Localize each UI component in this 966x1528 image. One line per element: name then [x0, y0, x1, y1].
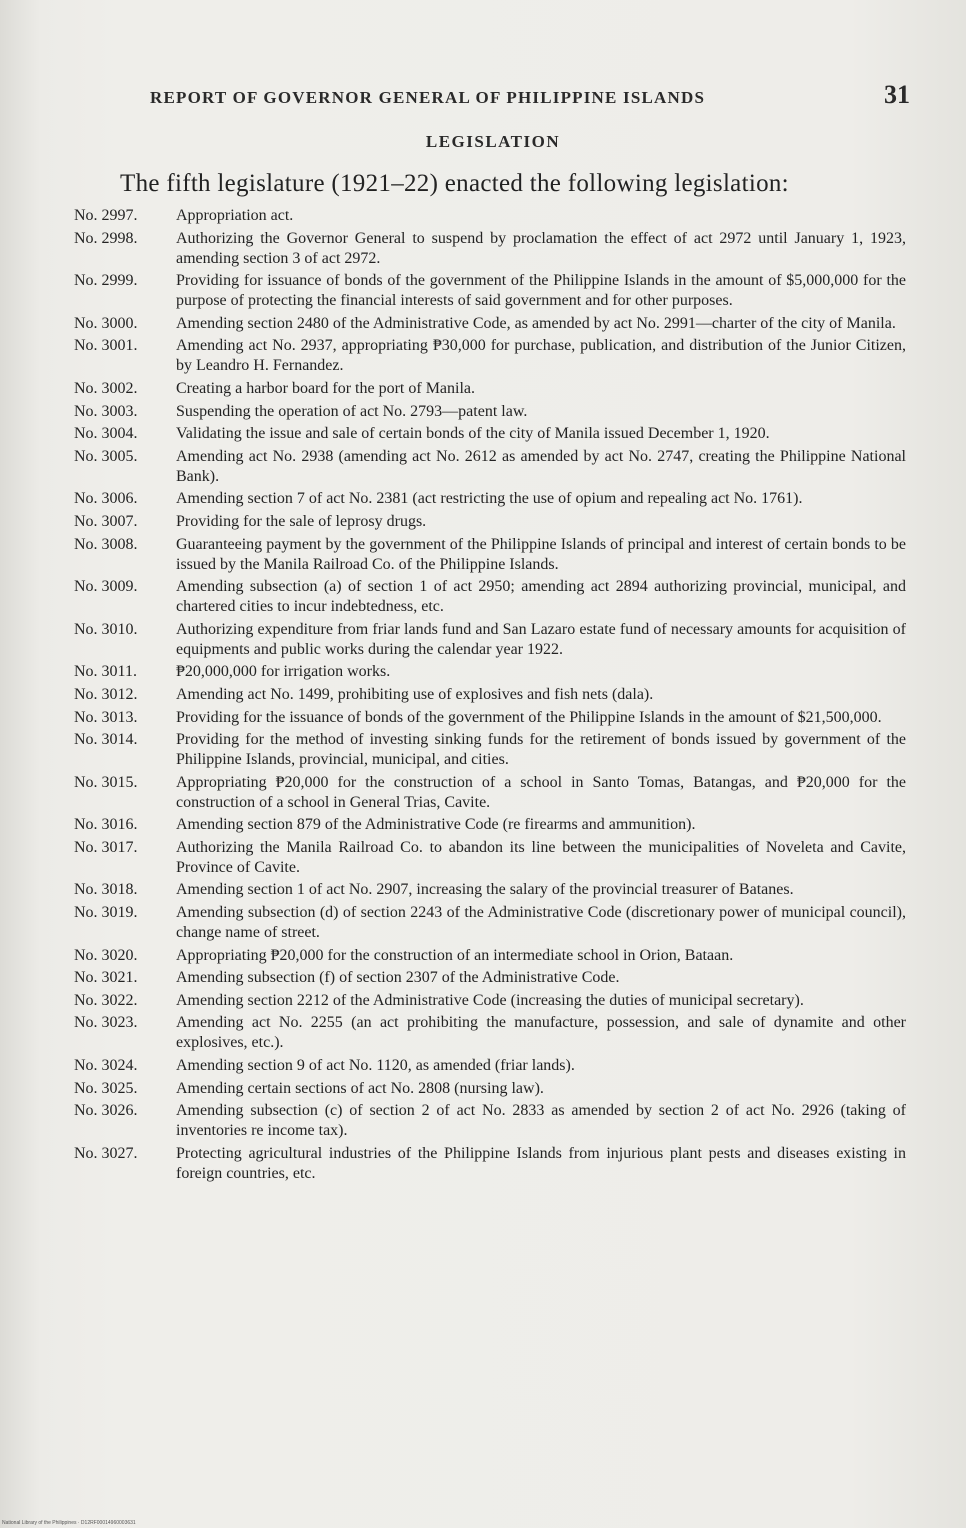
- act-number: No. 3007.: [74, 512, 138, 530]
- act-entry: [74, 620, 906, 660]
- act-entry: [74, 815, 906, 835]
- act-entry: [74, 314, 906, 334]
- act-entry: [74, 968, 906, 988]
- act-description: Appropriating ₱20,000 for the construction of a school in Santo Tomas, Batangas, and ₱20,000 for the construction of a school in General Trias, Cavite.: [176, 773, 906, 811]
- act-number: No. 3008.: [74, 535, 138, 553]
- act-entry: [74, 402, 906, 422]
- act-entry: [74, 489, 906, 509]
- intro-sentence: The fifth legislature (1921–22) enacted the following legislation:: [120, 170, 789, 197]
- act-description: ₱20,000,000 for irrigation works.: [176, 663, 391, 681]
- act-number: No. 3016.: [74, 816, 138, 834]
- act-description: Amending subsection (d) of section 2243 of the Administrative Code (discretionary power of municipal council), change name of street.: [176, 904, 906, 942]
- act-number: No. 3023.: [74, 1014, 138, 1032]
- act-number: No. 3014.: [74, 731, 138, 749]
- act-number: No. 2997.: [74, 207, 138, 224]
- act-description: Amending subsection (f) of section 2307 of the Administrative Code.: [176, 969, 620, 987]
- act-number: No. 2998.: [74, 229, 138, 247]
- act-number: No. 3011.: [74, 663, 137, 681]
- act-number: No. 3000.: [74, 314, 138, 332]
- act-entry: [74, 685, 906, 705]
- act-description: Amending subsection (c) of section 2 of act No. 2833 as amended by section 2 of act No. 2926 (taking of inventories re income tax).: [176, 1102, 906, 1140]
- act-description: Amending act No. 2938 (amending act No. 2612 as amended by act No. 2747, creating the Philippine National Bank).: [176, 447, 906, 485]
- act-description: Providing for issuance of bonds of the government of the Philippine Islands in the amount of $5,000,000 for the purpose of protecting the financial interests of said government and for other purposes.: [176, 272, 906, 310]
- acts-list: [74, 206, 906, 1186]
- act-entry: [74, 730, 906, 770]
- act-number: No. 3025.: [74, 1079, 138, 1097]
- act-description: Validating the issue and sale of certain bonds of the city of Manila issued December 1, 1920.: [176, 425, 770, 443]
- act-number: No. 3005.: [74, 447, 138, 465]
- act-number: No. 3009.: [74, 578, 138, 596]
- page-number: 31: [884, 80, 910, 109]
- act-description: Authorizing expenditure from friar lands fund and San Lazaro estate fund of necessary amounts for acquisition of equipments and public works during the calendar year 1922.: [176, 620, 906, 658]
- act-entry: [74, 1013, 906, 1053]
- act-description: Suspending the operation of act No. 2793—patent law.: [176, 402, 528, 420]
- act-description: Creating a harbor board for the port of Manila.: [176, 379, 476, 397]
- act-number: No. 3024.: [74, 1057, 138, 1075]
- act-entry: [74, 379, 906, 399]
- act-number: No. 3015.: [74, 773, 138, 791]
- act-number: No. 3018.: [74, 881, 138, 899]
- act-number: No. 3002.: [74, 379, 138, 397]
- act-description: Amending section 1 of act No. 2907, increasing the salary of the provincial treasurer of Batanes.: [176, 881, 794, 899]
- act-number: No. 3017.: [74, 838, 138, 856]
- act-number: No. 3022.: [74, 991, 138, 1009]
- act-number: No. 3019.: [74, 904, 138, 922]
- running-head-title: REPORT OF GOVERNOR GENERAL OF PHILIPPINE ISLANDS: [150, 88, 706, 107]
- act-entry: [74, 1056, 906, 1076]
- act-description: Amending section 9 of act No. 1120, as amended (friar lands).: [176, 1057, 575, 1075]
- act-description: Amending act No. 2255 (an act prohibiting the manufacture, possession, and sale of dynamite and other explosives, etc.).: [176, 1014, 906, 1052]
- footer-credit: National Library of the Philippines · D12RF00014960003631: [2, 1520, 136, 1526]
- act-number: No. 3003.: [74, 402, 138, 420]
- act-entry: [74, 1101, 906, 1141]
- act-number: No. 3010.: [74, 620, 138, 638]
- act-entry: [74, 708, 906, 728]
- act-number: No. 2999.: [74, 272, 138, 290]
- act-entry: [74, 229, 906, 269]
- act-number: No. 3001.: [74, 337, 138, 355]
- act-entry: [74, 512, 906, 532]
- act-entry: [74, 773, 906, 813]
- act-entry: [74, 271, 906, 311]
- act-number: No. 3006.: [74, 490, 138, 508]
- act-description: Amending certain sections of act No. 2808 (nursing law).: [176, 1079, 544, 1097]
- act-entry: [74, 662, 906, 682]
- act-entry: [74, 991, 906, 1011]
- act-description: Authorizing the Governor General to suspend by proclamation the effect of act 2972 until January 1, 1923, amending section 3 of act 2972.: [176, 229, 906, 267]
- act-entry: [74, 880, 906, 900]
- act-description: Authorizing the Manila Railroad Co. to abandon its line between the municipalities of Noveleta and Cavite, Province of Cavite.: [176, 838, 906, 876]
- act-number: No. 3026.: [74, 1102, 138, 1120]
- act-entry: [74, 336, 906, 376]
- act-entry: [74, 206, 906, 226]
- act-description: Providing for the issuance of bonds of the government of the Philippine Islands in the amount of $21,500,000.: [176, 708, 882, 726]
- act-description: Amending act No. 2937, appropriating ₱30,000 for purchase, publication, and distribution of the Junior Citizen, by Leandro H. Fernandez.: [176, 337, 906, 375]
- act-description: Protecting agricultural industries of the Philippine Islands from injurious plant pests and diseases existing in foreign countries, etc.: [176, 1144, 906, 1182]
- act-entry: [74, 1079, 906, 1099]
- act-number: No. 3012.: [74, 685, 138, 703]
- act-description: Amending section 2212 of the Administrative Code (increasing the duties of municipal secretary).: [176, 991, 804, 1009]
- act-number: No. 3013.: [74, 708, 138, 726]
- act-number: No. 3020.: [74, 946, 138, 964]
- act-description: Amending section 879 of the Administrative Code (re firearms and ammunition).: [176, 816, 696, 834]
- act-description: Guaranteeing payment by the government of the Philippine Islands of principal and interest of certain bonds to be issued by the Manila Railroad Co. of the Philippine Islands.: [176, 535, 906, 573]
- act-description: Providing for the sale of leprosy drugs.: [176, 512, 427, 530]
- act-description: Amending subsection (a) of section 1 of act 2950; amending act 2894 authorizing provincial, municipal, and chartered cities to incur indebtedness, etc.: [176, 578, 906, 616]
- act-number: No. 3027.: [74, 1144, 138, 1162]
- act-number: No. 3021.: [74, 969, 138, 987]
- act-description: Providing for the method of investing sinking funds for the retirement of bonds issued by government of the Philippine Islands, provincial, municipal, and cities.: [176, 731, 906, 769]
- section-title: LEGISLATION: [425, 132, 561, 151]
- act-description: Amending section 2480 of the Administrative Code, as amended by act No. 2991—charter of the city of Manila.: [176, 314, 896, 332]
- act-entry: [74, 447, 906, 487]
- act-entry: [74, 424, 906, 444]
- act-number: No. 3004.: [74, 425, 138, 443]
- act-description: Appropriation act.: [176, 207, 294, 224]
- act-entry: [74, 1144, 906, 1184]
- act-entry: [74, 903, 906, 943]
- running-head: [150, 80, 910, 110]
- act-entry: [74, 535, 906, 575]
- act-description: Amending section 7 of act No. 2381 (act restricting the use of opium and repealing act No. 1761).: [176, 490, 803, 508]
- act-description: Amending act No. 1499, prohibiting use of explosives and fish nets (dala).: [176, 685, 654, 703]
- act-entry: [74, 577, 906, 617]
- act-entry: [74, 838, 906, 878]
- act-entry: [74, 946, 906, 966]
- act-description: Appropriating ₱20,000 for the construction of an intermediate school in Orion, Bataan.: [176, 946, 734, 964]
